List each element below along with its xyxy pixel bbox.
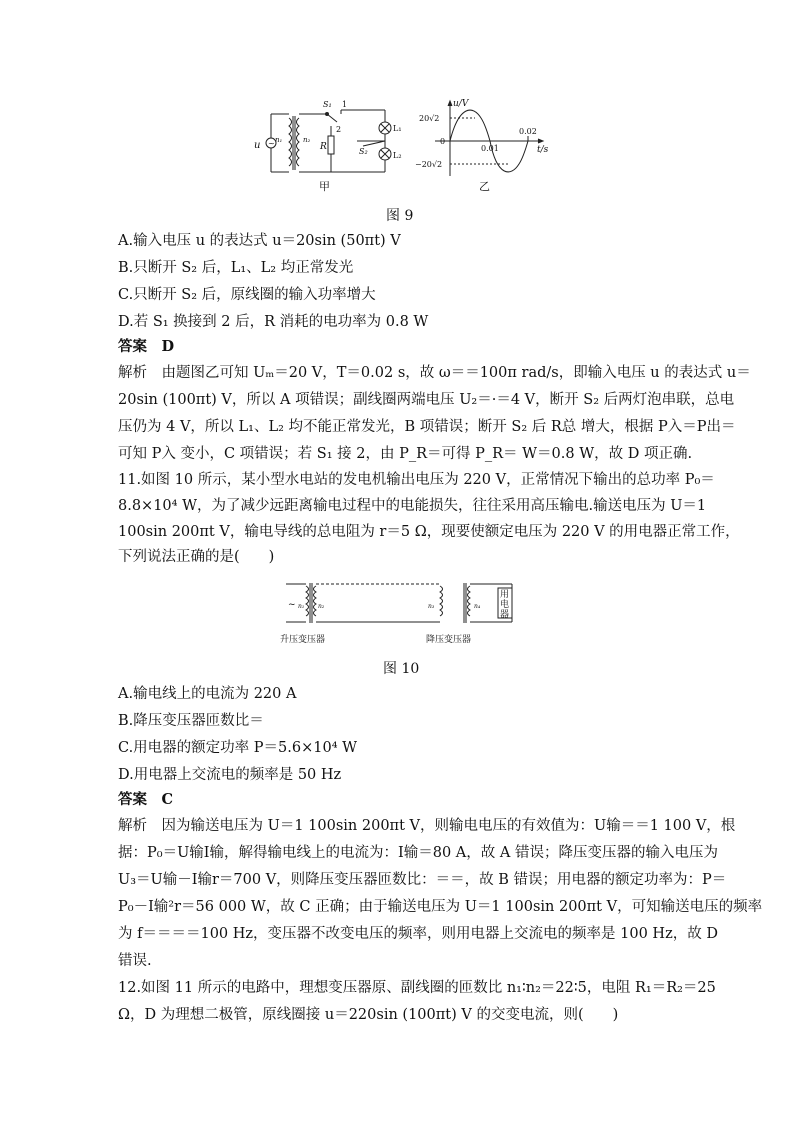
ymin-label: −20√2 xyxy=(415,160,443,169)
q12-stem-line: 12.如图 11 所示的电路中，理想变压器原、副线圈的匝数比 n₁∶n₂＝22∶5，电阻 R₁＝R₂＝25 xyxy=(118,980,716,996)
r-label: R xyxy=(320,142,327,152)
q11-option-b: B.降压变压器匝数比＝ xyxy=(118,713,264,729)
l1-label: L₁ xyxy=(393,124,402,133)
ymax-label: 20√2 xyxy=(419,114,440,123)
u-label: u xyxy=(254,140,261,151)
s2-label: S₂ xyxy=(359,147,368,156)
figure9-caption: 图 9 xyxy=(386,208,414,224)
q11-analysis-line: P₀－I输²r＝56 000 W，故 C 正确；由于输送电压为 U＝1 100sin 200πt V，可知输送电压的频率 xyxy=(118,899,763,915)
q11-answer: 答案 C xyxy=(118,791,174,808)
figure10-caption: 图 10 xyxy=(383,661,420,677)
figure9-graph-label: 乙 xyxy=(479,180,490,193)
q11-stem-line: 下列说法正确的是( ) xyxy=(118,549,275,565)
figure9-circuit xyxy=(245,96,415,196)
q11-stem-line: 100sin 200πt V，输电导线的总电阻为 r＝5 Ω，现要使额定电压为 220 V 的用电器正常工作， xyxy=(118,524,740,540)
q11-analysis-line: 错误. xyxy=(118,953,152,969)
s1-label: S₁ xyxy=(323,100,332,109)
q11-stem-line: 8.8×10⁴ W，为了减少远距离输电过程中的电能损失，往往采用高压输电.输送电压为 U＝1 xyxy=(118,498,707,514)
n1-label: n₁ xyxy=(298,603,305,610)
q12-stem-line: Ω，D 为理想二极管，原线圈接 u＝220sin (100πt) V 的交变电流，则( ) xyxy=(118,1007,619,1023)
q11-option-c: C.用电器的额定功率 P＝5.6×10⁴ W xyxy=(118,740,358,756)
q10-option-d: D.若 S₁ 换接到 2 后，R 消耗的电功率为 0.8 W xyxy=(118,314,429,330)
n3-label: n₃ xyxy=(428,603,435,610)
pos2-label: 2 xyxy=(336,125,342,134)
q10-option-b: B.只断开 S₂ 后，L₁、L₂ 均正常发光 xyxy=(118,260,354,276)
figure10-diagram xyxy=(278,578,524,650)
q11-analysis-line: U₃＝U输－I输r＝700 V，则降压变压器匝数比：＝＝，故 B 错误；用电器的额定功率为：P＝ xyxy=(118,872,727,888)
step-up-label: 升压变压器 xyxy=(280,635,326,645)
origin-label: 0 xyxy=(440,137,446,146)
step-down-label: 降压变压器 xyxy=(426,635,472,645)
q11-analysis-line: 解析 因为输送电压为 U＝1 100sin 200πt V，则输电电压的有效值为：U输＝＝1 100 V，根 xyxy=(118,818,736,834)
q10-analysis-line: 压仍为 4 V，所以 L₁、L₂ 均不能正常发光，B 项错误；断开 S₂ 后 R总 增大，根据 P入＝P出＝ xyxy=(118,419,736,435)
q10-option-a: A.输入电压 u 的表达式 u＝20sin (50πt) V xyxy=(118,233,401,249)
xlabel: t/s xyxy=(537,145,549,155)
device-char: 电 xyxy=(500,600,510,610)
q11-analysis-line: 据：P₀＝U输I输，解得输电线上的电流为：I输＝80 A，故 A 错误；降压变压器的输入电压为 xyxy=(118,845,718,861)
q11-analysis-line: 为 f＝＝＝＝100 Hz，变压器不改变电压的频率，则用电器上交流电的频率是 100 Hz，故 D xyxy=(118,926,718,942)
q10-analysis-line: 解析 由题图乙可知 Uₘ＝20 V，T＝0.02 s，故 ω＝＝100π rad/s，即输入电压 u 的表达式 u＝ xyxy=(118,365,751,381)
l2-label: L₂ xyxy=(393,151,402,160)
device-char: 用 xyxy=(500,590,510,600)
q10-answer: 答案 D xyxy=(118,338,175,355)
n1-label: n₁ xyxy=(275,136,283,144)
n4-label: n₄ xyxy=(474,603,481,610)
x2-label: 0.02 xyxy=(519,127,537,136)
q10-option-c: C.只断开 S₂ 后，原线圈的输入功率增大 xyxy=(118,287,376,303)
q10-analysis-line: 可知 P入 变小，C 项错误；若 S₁ 接 2，由 P_R＝可得 P_R＝ W＝0.8 W，故 D 项正确. xyxy=(118,446,693,462)
tilde-symbol: ~ xyxy=(268,139,275,148)
q11-stem-line: 11.如图 10 所示，某小型水电站的发电机输出电压为 220 V，正常情况下输出的总功率 P₀＝ xyxy=(118,472,715,488)
pos1-label: 1 xyxy=(342,100,348,109)
figure9-graph xyxy=(415,96,560,196)
q11-option-d: D.用电器上交流电的频率是 50 Hz xyxy=(118,767,342,783)
figure9-circuit-label: 甲 xyxy=(319,180,330,193)
x1-label: 0.01 xyxy=(481,144,499,153)
device-char: 器 xyxy=(500,610,510,620)
ylabel: u/V xyxy=(453,99,469,109)
q11-option-a: A.输电线上的电流为 220 A xyxy=(118,686,297,702)
source-tilde: ~ xyxy=(288,600,296,610)
n2-label: n₂ xyxy=(318,603,325,610)
q10-analysis-line: 20sin (100πt) V，所以 A 项错误；副线圈两端电压 U₂＝·＝4 V，断开 S₂ 后两灯泡串联，总电 xyxy=(118,392,735,408)
n2-label: n₂ xyxy=(303,136,311,144)
